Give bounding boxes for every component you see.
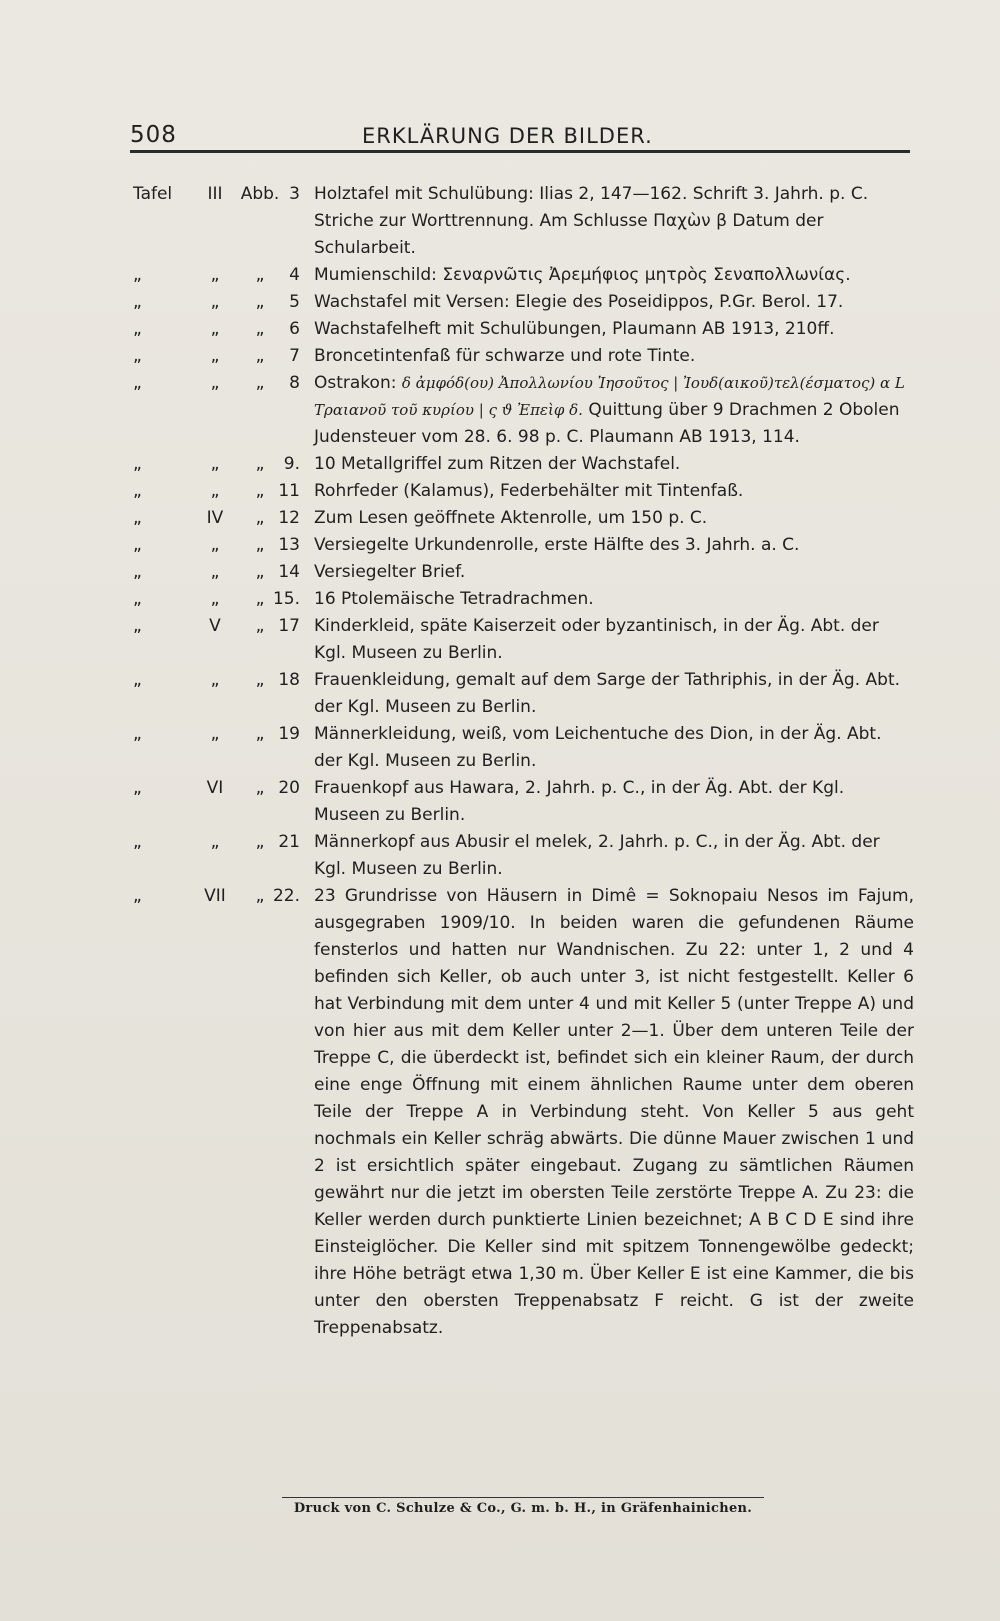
- figure-description: [314, 316, 914, 343]
- col-abb: Abb.: [240, 184, 280, 204]
- col-tafel: „: [133, 346, 142, 366]
- figure-number: 19: [278, 724, 300, 744]
- description-text: Mumienschild:: [314, 265, 443, 285]
- figure-entry: [0, 775, 1000, 829]
- col-plate: „: [210, 724, 220, 744]
- col-plate: „: [210, 292, 220, 312]
- col-plate: „: [210, 832, 220, 852]
- col-plate: „: [210, 670, 220, 690]
- col-abb: „: [255, 373, 265, 393]
- col-abb: „: [255, 319, 265, 339]
- figure-number: 4: [289, 265, 300, 285]
- description-text: δ ἀμφόδ(ου) Ἀπολλωνίου Ἰησοῦτος | Ἰουδ(αικοῦ)τελ(έσματος) α L Τραιανοῦ τοῦ κυρίου | ς ϑ Ἐπεὶφ δ.: [314, 374, 905, 419]
- description-text: Σεναρνῶτις Ἀρεμήφιος μητρὸς Σεναπολλωνίας.: [442, 265, 851, 285]
- figure-description: [314, 613, 914, 667]
- figure-entry: [0, 505, 1000, 532]
- page-title: ERKLÄRUNG DER BILDER.: [362, 124, 653, 148]
- col-plate: „: [210, 265, 220, 285]
- col-tafel: „: [133, 778, 142, 798]
- figure-entry: [0, 667, 1000, 721]
- figure-entry: [0, 289, 1000, 316]
- figure-number: 13: [278, 535, 300, 555]
- printer-imprint: Druck von C. Schulze & Co., G. m. b. H., in Gräfenhainichen.: [293, 1501, 753, 1516]
- col-abb: „: [255, 589, 265, 609]
- col-abb: „: [255, 535, 265, 555]
- description-text: Broncetintenfaß für schwarze und rote Tinte.: [314, 346, 696, 366]
- description-text: Männerkopf aus Abusir el melek, 2. Jahrh. p. C., in der Äg. Abt. der Kgl. Museen zu Berlin.: [314, 832, 880, 879]
- col-tafel: „: [133, 319, 142, 339]
- col-abb: „: [255, 886, 265, 906]
- figure-description: [314, 721, 914, 775]
- figure-entry: [0, 478, 1000, 505]
- col-plate: „: [210, 535, 220, 555]
- col-tafel: „: [133, 481, 142, 501]
- col-tafel: „: [133, 454, 142, 474]
- col-tafel: „: [133, 535, 142, 555]
- description-text: Frauenkleidung, gemalt auf dem Sarge der Tathriphis, in der Äg. Abt. der Kgl. Museen zu Berlin.: [314, 670, 901, 717]
- figure-description: [314, 532, 914, 559]
- col-abb: „: [255, 508, 265, 528]
- figure-entry: [0, 721, 1000, 775]
- col-plate: III: [207, 184, 223, 204]
- figure-number: 22.: [272, 886, 300, 906]
- figure-description: [314, 559, 914, 586]
- description-text: Ostrakon:: [314, 373, 402, 393]
- description-text: Quittung über 9 Drachmen 2 Obolen Judensteuer vom 28. 6. 98 p. C. Plaumann AB 1913, 114.: [314, 400, 900, 447]
- col-tafel: „: [133, 589, 142, 609]
- col-abb: „: [255, 454, 265, 474]
- figure-number: 14: [278, 562, 300, 582]
- description-text: Versiegelte Urkundenrolle, erste Hälfte des 3. Jahrh. a. C.: [314, 535, 800, 555]
- figure-entry: [0, 316, 1000, 343]
- figure-entry: [0, 532, 1000, 559]
- figure-number: 15.: [272, 589, 300, 609]
- figure-entry: [0, 559, 1000, 586]
- figure-number: 9.: [283, 454, 300, 474]
- figure-description: [314, 775, 914, 829]
- figure-number: 3: [289, 184, 300, 204]
- figure-description: [314, 289, 914, 316]
- col-plate: VII: [204, 886, 226, 906]
- col-abb: „: [255, 562, 265, 582]
- figure-description: [314, 883, 914, 1342]
- col-plate: „: [210, 346, 220, 366]
- figure-number: 20: [278, 778, 300, 798]
- page-number: 508: [130, 122, 177, 148]
- col-tafel: „: [133, 508, 142, 528]
- figure-entry: [0, 370, 1000, 451]
- header-rule: [130, 150, 910, 153]
- col-plate: „: [210, 373, 220, 393]
- figure-number: 17: [278, 616, 300, 636]
- description-text: Rohrfeder (Kalamus), Federbehälter mit Tintenfaß.: [314, 481, 744, 501]
- col-abb: „: [255, 481, 265, 501]
- figure-number: 5: [289, 292, 300, 312]
- col-tafel: „: [133, 562, 142, 582]
- col-plate: VI: [206, 778, 224, 798]
- col-plate: V: [209, 616, 221, 636]
- figure-description: [314, 505, 914, 532]
- figure-description: [314, 370, 914, 451]
- col-abb: „: [255, 616, 265, 636]
- description-text: Wachstafel mit Versen: Elegie des Poseidippos, P.Gr. Berol. 17.: [314, 292, 844, 312]
- col-abb: „: [255, 265, 265, 285]
- col-abb: „: [255, 346, 265, 366]
- figure-description: [314, 478, 914, 505]
- description-text: Frauenkopf aus Hawara, 2. Jahrh. p. C., in der Äg. Abt. der Kgl. Museen zu Berlin.: [314, 778, 845, 825]
- figure-description: [314, 262, 914, 289]
- figure-number: 18: [278, 670, 300, 690]
- figure-number: 8: [289, 373, 300, 393]
- col-tafel: „: [133, 292, 142, 312]
- figure-list: [0, 181, 1000, 1342]
- figure-entry: [0, 883, 1000, 1342]
- col-tafel: „: [133, 373, 142, 393]
- figure-entry: [0, 586, 1000, 613]
- figure-number: 12: [278, 508, 300, 528]
- figure-entry: [0, 343, 1000, 370]
- col-plate: „: [210, 481, 220, 501]
- col-tafel: „: [133, 724, 142, 744]
- figure-number: 7: [289, 346, 300, 366]
- figure-description: [314, 829, 914, 883]
- col-plate: „: [210, 454, 220, 474]
- col-abb: „: [255, 670, 265, 690]
- figure-description: [314, 181, 914, 262]
- description-text: Versiegelter Brief.: [314, 562, 466, 582]
- description-text: Wachstafelheft mit Schulübungen, Plaumann AB 1913, 210ff.: [314, 319, 835, 339]
- col-plate: IV: [206, 508, 224, 528]
- col-abb: „: [255, 832, 265, 852]
- col-tafel: „: [133, 886, 142, 906]
- figure-description: [314, 667, 914, 721]
- col-tafel: „: [133, 265, 142, 285]
- figure-description: [314, 451, 914, 478]
- description-text: 10 Metallgriffel zum Ritzen der Wachstafel.: [314, 454, 681, 474]
- figure-entry: [0, 451, 1000, 478]
- figure-entry: [0, 181, 1000, 262]
- col-tafel: Tafel: [133, 184, 173, 204]
- footer-rule: [282, 1497, 764, 1498]
- col-plate: „: [210, 589, 220, 609]
- figure-entry: [0, 262, 1000, 289]
- description-text: Männerkleidung, weiß, vom Leichentuche des Dion, in der Äg. Abt. der Kgl. Museen zu Berlin.: [314, 724, 882, 771]
- col-abb: „: [255, 724, 265, 744]
- col-plate: „: [210, 319, 220, 339]
- col-tafel: „: [133, 832, 142, 852]
- description-text: 16 Ptolemäische Tetradrachmen.: [314, 589, 594, 609]
- col-tafel: „: [133, 616, 142, 636]
- description-text: Holztafel mit Schulübung: Ilias 2, 147—162. Schrift 3. Jahrh. p. C. Striche zur Worttrennung. Am Schlusse Παχὼν β Datum der Schularbeit.: [314, 184, 869, 258]
- col-plate: „: [210, 562, 220, 582]
- col-abb: „: [255, 292, 265, 312]
- description-text: 23 Grundrisse von Häusern in Dimê = Soknopaiu Nesos im Fajum, ausgegraben 1909/10. In beiden waren die gefundenen Räume fensterlos und hatten nur Wandnischen. Zu 22: unter 1, 2 und 4 befinden sich Keller, ob auch unter 3, ist nicht festgestellt. Keller 6 hat Verbindung mit dem unter 4 und mit Keller 5 (unter Treppe A) und von hier aus mit dem Keller unter 2—1. Über dem unteren Teile der Treppe C, die überdeckt ist, befindet sich ein kleiner Raum, der durch eine enge Öffnung mit einem ähnlichen Raume unter dem oberen Teile der Treppe A in Verbindung steht. Von Keller 5 aus geht nochmals ein Keller schräg abwärts. Die dünne Mauer zwischen 1 und 2 ist ersichtlich später eingebaut. Zugang zu sämtlichen Räumen gewährt nur die jetzt im obersten Teile zerstörte Treppe A. Zu 23: die Keller werden durch punktierte Linien bezeichnet; A B C D E sind ihre Einsteiglöcher. Die Keller sind mit spitzem Tonnengewölbe gedeckt; ihre Höhe beträgt etwa 1,30 m. Über Keller E ist eine Kammer, die bis unter den obersten Treppenabsatz F reicht. G ist der zweite Treppenabsatz.: [314, 886, 914, 1338]
- figure-entry: [0, 829, 1000, 883]
- description-text: Zum Lesen geöffnete Aktenrolle, um 150 p. C.: [314, 508, 708, 528]
- description-text: Kinderkleid, späte Kaiserzeit oder byzantinisch, in der Äg. Abt. der Kgl. Museen zu Berlin.: [314, 616, 879, 663]
- figure-number: 6: [289, 319, 300, 339]
- col-abb: „: [255, 778, 265, 798]
- figure-number: 21: [278, 832, 300, 852]
- col-tafel: „: [133, 670, 142, 690]
- figure-number: 11: [278, 481, 300, 501]
- figure-description: [314, 343, 914, 370]
- figure-entry: [0, 613, 1000, 667]
- page-header: [130, 118, 910, 152]
- figure-description: [314, 586, 914, 613]
